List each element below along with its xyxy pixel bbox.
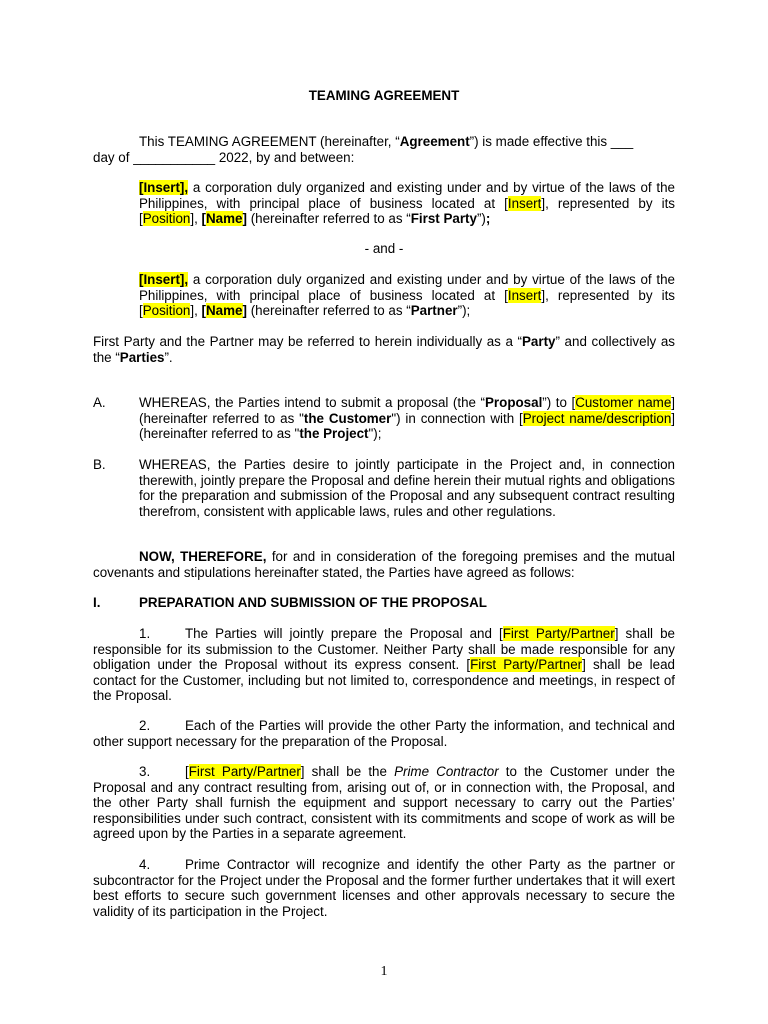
whereas-a-paragraph: WHEREAS, the Parties intend to submit a proposal (the “Proposal”) to [Customer name] (hereinafter referred to as "the Customer") in connection with [Project name/description] (hereinafter referred to as "the Project"); — [139, 395, 675, 441]
clause-number: 2. — [139, 718, 151, 733]
insert-highlight: Insert — [507, 287, 542, 303]
name-highlight: Name — [206, 303, 243, 318]
prime-contractor-term: Prime Contractor — [394, 764, 499, 779]
partner-term: Partner — [410, 303, 458, 318]
clause-number: 4. — [139, 857, 151, 872]
clause-number: 1. — [139, 626, 151, 641]
insert-placeholder: [Insert], — [139, 180, 189, 195]
page-number: 1 — [380, 964, 388, 979]
first-party-paragraph: [Insert], a corporation duly organized and existing under and by virtue of the laws of the Philippines, with principal place of business located at [Insert], represented by its [Position], [Name] (hereinafter referred to as “First Party”); — [139, 180, 675, 226]
clause-1: 1. The Parties will jointly prepare the Proposal and [First Party/Partner] shall be responsible for its submission to the Customer. Neither Party shall be made responsible for any obligation under the Proposal without its express consent. [First Party/Partner] shall be lead contact for the Customer, including but not limited to, correspondence and meetings, in respect of the Proposal. — [93, 626, 675, 703]
project-name-highlight: Project name/description — [522, 410, 672, 426]
insert-placeholder: [Insert], — [139, 272, 189, 287]
party-term: Party — [522, 334, 556, 349]
clause-2: 2. Each of the Parties will provide the other Party the information, and technical and other support necessary for the preparation of the Proposal. — [93, 718, 675, 749]
partner-paragraph: [Insert], a corporation duly organized and existing under and by virtue of the laws of the Philippines, with principal place of business located at [Insert], represented by its [Position], [Name] (hereinafter referred to as “Partner”); — [139, 272, 675, 318]
first-party-partner-highlight: First Party/Partner — [502, 626, 615, 641]
position-highlight: Position — [142, 303, 191, 318]
parties-term: Parties — [119, 349, 165, 365]
first-party-partner-highlight: First Party/Partner — [470, 657, 583, 672]
and-separator: - and - — [364, 241, 404, 256]
customer-name-highlight: Customer name — [575, 395, 672, 410]
intro-paragraph: This TEAMING AGREEMENT (hereinafter, “Agreement”) is made effective this ___ day of ___________ 2022, by and between: — [93, 134, 634, 165]
section-number: I. — [93, 595, 101, 610]
position-highlight: Position — [142, 211, 191, 226]
clause-number: 3. — [139, 764, 151, 779]
first-party-partner-highlight: First Party/Partner — [188, 764, 301, 779]
insert-highlight: Insert — [507, 195, 542, 211]
document-page — [93, 0, 675, 1024]
document-title: TEAMING AGREEMENT — [308, 88, 460, 103]
agreement-term: Agreement — [399, 134, 470, 149]
now-therefore-paragraph: NOW, THEREFORE, for and in consideration of the foregoing premises and the mutual covenants and stipulations hereinafter stated, the Parties have agreed as follows: — [93, 549, 675, 580]
whereas-b-label: B. — [93, 457, 106, 472]
first-party-term: First Party — [410, 211, 477, 226]
clause-4: 4. Prime Contractor will recognize and identify the other Party as the partner or subcontractor for the Project under the Proposal and the former further undertakes that it will exert best efforts to secure such government licenses and other approvals necessary to secure the validity of its participation in the Project. — [93, 857, 675, 919]
name-highlight: Name — [206, 211, 243, 226]
clause-3: 3. [First Party/Partner] shall be the Prime Contractor to the Customer under the Proposal and any contract resulting from, arising out of, or in connection with, the Proposal, and the other Party shall furnish the equipment and support necessary to carry out the Parties’ responsibilities under such contract, consistent with its commitments and scope of work as will be agreed upon by the Parties in a separate agreement. — [93, 764, 675, 841]
section-title: PREPARATION AND SUBMISSION OF THE PROPOSAL — [139, 595, 487, 610]
whereas-b-paragraph: WHEREAS, the Parties desire to jointly participate in the Project and, in connection therewith, jointly prepare the Proposal and define herein their mutual rights and obligations for the preparation and submission of the Proposal and any subsequent contract resulting therefrom, consistent with applicable laws, rules and other regulations. — [139, 457, 675, 519]
whereas-a-label: A. — [93, 395, 106, 410]
parties-paragraph: First Party and the Partner may be referred to herein individually as a “Party” and collectively as the “Parties”. — [93, 334, 675, 365]
